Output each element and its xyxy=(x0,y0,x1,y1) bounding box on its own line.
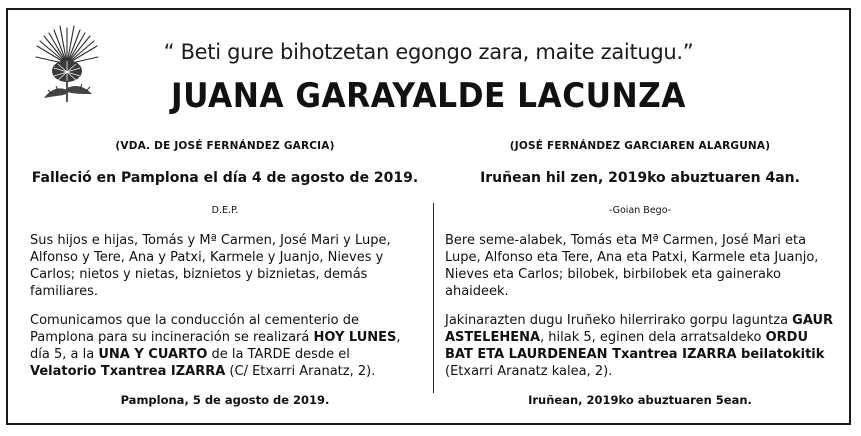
family-paragraph: Bere seme-alabek, Tomás eta Mª Carmen, José Mari eta Lupe, Alfonso eta Tere, Ana eta Patxi, Karmele eta Juanjo, Nieves eta Carlos; bilobek, birbilobek eta gainerako ahaideek. xyxy=(445,233,819,299)
column-divider xyxy=(433,203,434,393)
rip-text: D.E.P. xyxy=(211,205,239,216)
obituary-card xyxy=(6,8,851,425)
memorial-quote: “ Beti gure bihotzetan egongo zara, maite zaitugu.” xyxy=(163,40,694,64)
funeral-notice: Jakinarazten dugu Iruñeko hilerrirako gorpu laguntza GAUR ASTELEHENA, hilak 5, eginen dela arratsaldeko ORDU BAT ETA LAURDENEAN Txantrea IZARRA beilatokitik (Etxarri Aranatz kalea, 2). xyxy=(445,313,834,379)
funeral-notice: Comunicamos que la conducción al cementerio de Pamplona para su incineración se realizará HOY LUNES, día 5, a la UNA Y CUARTO de la TARDE desde el Velatorio Txantrea IZARRA (C/ Etxarri Aranatz, 2). xyxy=(30,313,401,379)
place-date-signoff: Iruñean, 2019ko abuztuaren 5ean. xyxy=(528,393,752,407)
basque-column xyxy=(445,138,835,409)
spanish-column xyxy=(30,138,420,409)
widow-of-subtitle: (JOSÉ FERNÁNDEZ GARCIAREN ALARGUNA) xyxy=(509,140,771,152)
deceased-name: JUANA GARAYALDE LACUNZA xyxy=(171,76,686,116)
death-announcement: Iruñean hil zen, 2019ko abuztuaren 4an. xyxy=(480,170,800,186)
death-announcement: Falleció en Pamplona el día 4 de agosto de 2019. xyxy=(31,170,419,186)
place-date-signoff: Pamplona, 5 de agosto de 2019. xyxy=(120,393,330,407)
widow-of-subtitle: (VDA. DE JOSÉ FERNÁNDEZ GARCIA) xyxy=(115,140,335,152)
family-paragraph: Sus hijos e hijas, Tomás y Mª Carmen, José Mari y Lupe, Alfonso y Tere, Ana y Patxi, Karmele y Juanjo, Nieves y Carlos; nietos y nietas, biznietos y biznietas, demás familiares. xyxy=(30,233,391,299)
rip-text: -Goian Bego- xyxy=(608,205,672,216)
